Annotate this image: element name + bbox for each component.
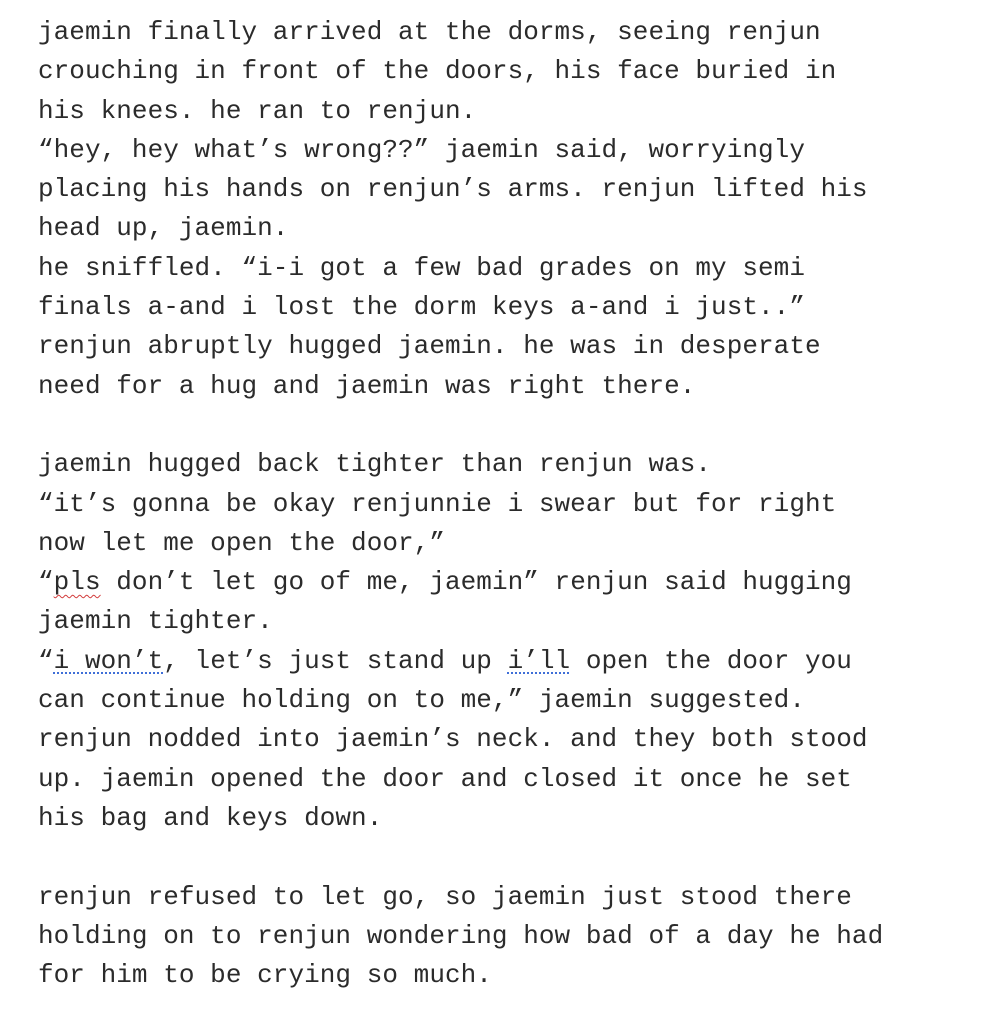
text-line: his bag and keys down.: [38, 802, 383, 833]
text-line: placing his hands on renjun’s arms. renjun lifted his: [38, 174, 868, 205]
text-line: need for a hug and jaemin was right there.: [38, 370, 696, 401]
paragraph-2: [38, 445, 978, 838]
text-line: jaemin finally arrived at the dorms, seeing renjun: [38, 17, 821, 47]
text-line: now let me open the door,”: [38, 527, 445, 558]
text-line: renjun nodded into jaemin’s neck. and they both stood: [38, 724, 868, 755]
text-line: his knees. he ran to renjun.: [38, 95, 477, 126]
paragraph-1: [38, 13, 978, 406]
text-line: “hey, hey what’s wrong??” jaemin said, worryingly: [38, 134, 805, 165]
text-line: can continue holding on to me,” jaemin suggested.: [38, 685, 805, 716]
text-line: jaemin hugged back tighter than renjun was.: [38, 449, 712, 480]
text-line: he sniffled. “i-i got a few bad grades on my semi: [38, 252, 805, 283]
text-line: holding on to renjun wondering how bad of a day he had: [38, 920, 884, 951]
text-line: crouching in front of the doors, his face buried in: [38, 56, 837, 87]
text-line: [38, 642, 978, 681]
grammar-suggestion-underline[interactable]: i’ll: [507, 645, 571, 676]
text-line: finals a-and i lost the dorm keys a-and i just..”: [38, 292, 805, 323]
paragraph-3: [38, 878, 978, 996]
text-line: for him to be crying so much.: [38, 960, 492, 991]
paragraph-spacer: [38, 838, 978, 877]
text-segment: , let’s just stand up: [163, 645, 508, 676]
text-line: head up, jaemin.: [38, 213, 289, 244]
text-segment: don’t let go of me, jaemin” renjun said hugging: [100, 567, 852, 598]
paragraph-spacer: [38, 406, 978, 445]
text-line: renjun abruptly hugged jaemin. he was in desperate: [38, 331, 821, 362]
document-body: [38, 13, 978, 995]
text-line: renjun refused to let go, so jaemin just stood there: [38, 881, 852, 912]
text-line: jaemin tighter.: [38, 606, 273, 637]
text-line: [38, 563, 978, 602]
spelling-error-underline[interactable]: pls: [53, 567, 101, 598]
text-line: up. jaemin opened the door and closed it once he set: [38, 763, 852, 794]
text-segment: open the door you: [570, 645, 852, 676]
grammar-suggestion-underline[interactable]: i won’t: [53, 645, 164, 676]
text-segment: “: [38, 645, 54, 676]
text-segment: “: [38, 567, 54, 598]
text-line: “it’s gonna be okay renjunnie i swear but for right: [38, 488, 837, 519]
